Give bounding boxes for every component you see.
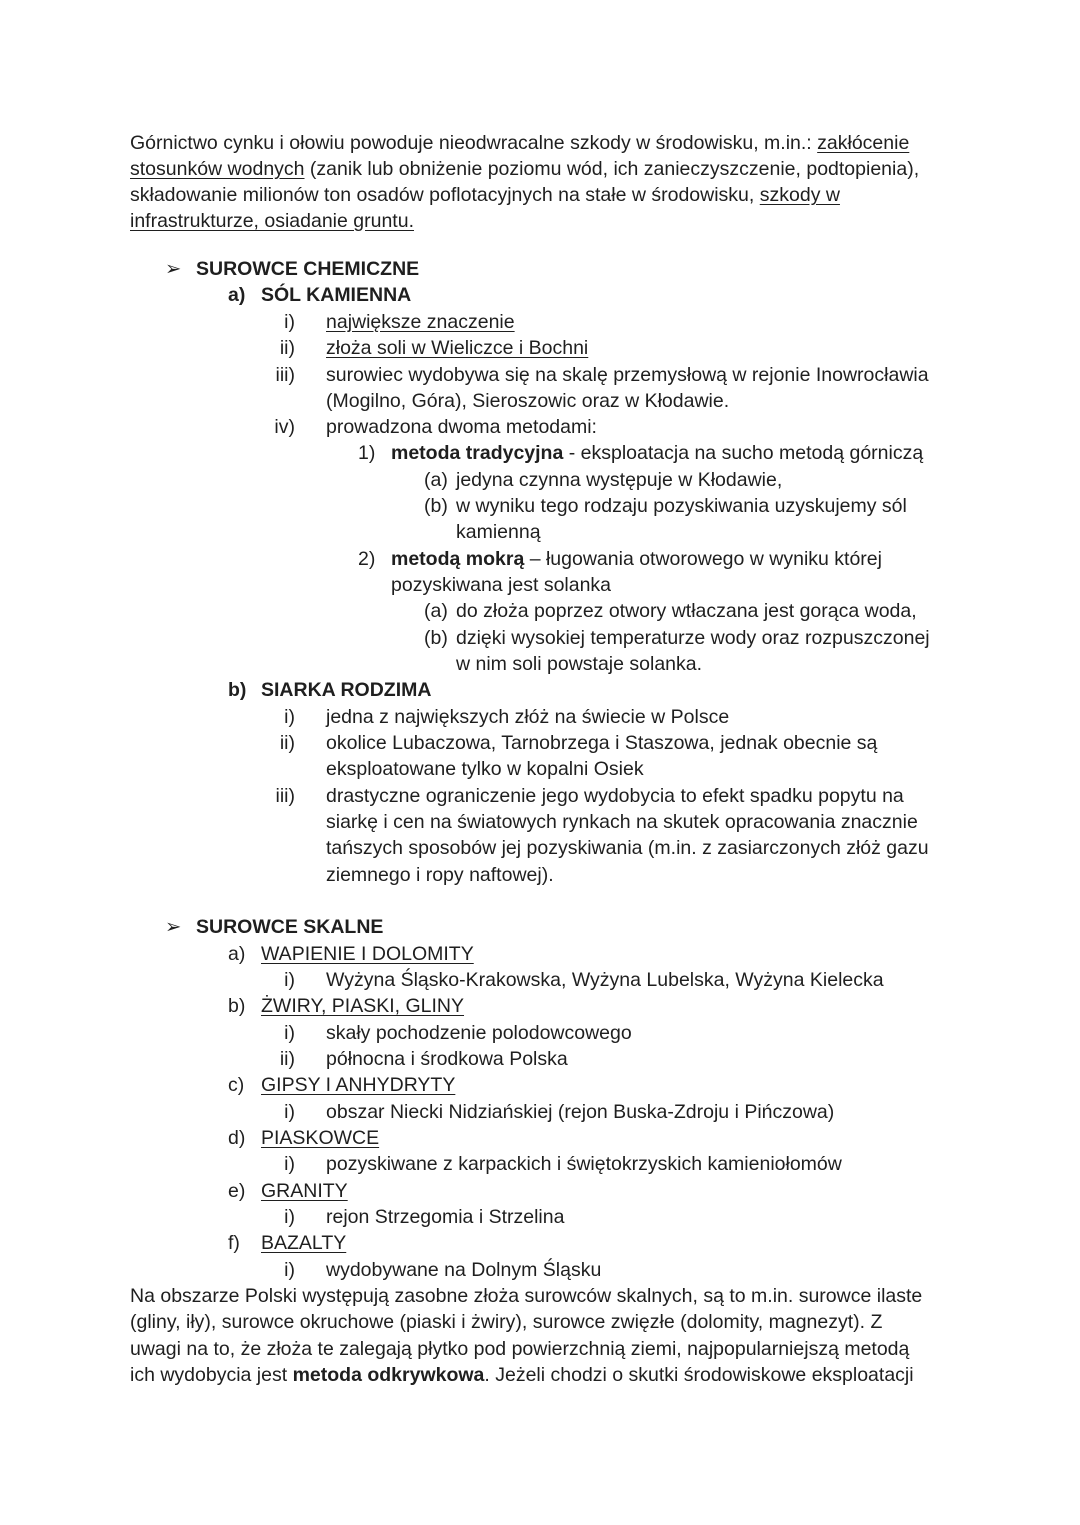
chem-heading-text: SUROWCE CHEMICZNE [196, 258, 420, 280]
list-item-cont: tańszych sposobów jej pozyskiwania (m.in. z zasiarczonych złóż gazu [326, 837, 929, 859]
chem-bullet-icon: ➢ [165, 258, 182, 280]
rock-marker: f) [228, 1232, 240, 1254]
list-item: surowiec wydobywa się na skalę przemysłową w rejonie Inowrocławia [326, 364, 929, 386]
rock-type: GIPSY I ANHYDRYTY [261, 1074, 456, 1096]
list-item: obszar Niecki Nidziańskiej (rejon Buska-Zdroju i Pińczowa) [326, 1101, 835, 1123]
sub-marker: (a) [424, 469, 448, 491]
intro-line-2 [130, 156, 919, 182]
list-number: iii) [275, 785, 295, 807]
intro-line-4: infrastrukturze, osiadanie gruntu. [130, 210, 414, 232]
chem-b-marker [228, 677, 246, 703]
list-number: i) [284, 1206, 295, 1228]
intro-underlined: zakłócenie [817, 132, 910, 154]
list-number: iv) [274, 416, 295, 438]
list-item-cont: siarkę i cen na światowych rynkach na skutek opracowania znacznie [326, 811, 918, 833]
outro-text: ich wydobycia jest [130, 1364, 293, 1386]
list-number: i) [284, 1259, 295, 1281]
list-item-cont: eksploatowane tylko w kopalni Osiek [326, 758, 644, 780]
subheading: SIARKA RODZIMA [261, 679, 432, 701]
list-number: i) [284, 969, 295, 991]
sub-item: w wyniku tego rodzaju pozyskiwania uzyskujemy sól [456, 495, 907, 517]
outro-text: . Jeżeli chodzi o skutki środowiskowe eksploatacji [484, 1364, 914, 1386]
list-item: rejon Strzegomia i Strzelina [326, 1206, 565, 1228]
method-1 [391, 440, 923, 466]
rock-marker: d) [228, 1127, 246, 1149]
intro-text: Górnictwo cynku i ołowiu powoduje nieodwracalne szkody w środowisku, m.in.: [130, 132, 818, 154]
intro-text: składowanie milionów ton osadów poflotacyjnych na stałe w środowisku, [130, 184, 760, 206]
rock-heading-text: SUROWCE SKALNE [196, 916, 384, 938]
list-item: pozyskiwane z karpackich i świętokrzyskich kamieniołomów [326, 1153, 842, 1175]
intro-underlined: szkody w [759, 184, 840, 206]
outro-bold: metoda odkrywkowa [292, 1364, 485, 1386]
list-item: Wyżyna Śląsko-Krakowska, Wyżyna Lubelska, Wyżyna Kielecka [326, 969, 884, 991]
list-number: i) [284, 1022, 295, 1044]
sub-item-cont: w nim soli powstaje solanka. [456, 653, 703, 675]
rock-type: GRANITY [261, 1180, 348, 1202]
list-item: drastyczne ograniczenie jego wydobycia to efekt spadku popytu na [326, 785, 904, 807]
list-number: i) [284, 1153, 295, 1175]
sub-marker: (a) [424, 600, 448, 622]
method-1-bold: metoda tradycyjna [391, 442, 564, 464]
marker: a) [228, 284, 246, 306]
method-2-cont: pozyskiwana jest solanka [391, 574, 612, 596]
intro-text: (zanik lub obniżenie poziomu wód, ich zanieczyszczenie, podtopienia), [304, 158, 920, 180]
sub-item: dzięki wysokiej temperaturze wody oraz rozpuszczonej [456, 627, 930, 649]
method-2-number: 2) [358, 548, 376, 570]
list-item: jedna z największych złóż na świecie w Polsce [326, 706, 730, 728]
intro-line-3 [130, 182, 840, 208]
sub-marker: (b) [424, 495, 448, 517]
rock-marker: b) [228, 995, 246, 1017]
outro-line-1: Na obszarze Polski występują zasobne złoża surowców skalnych, są to m.in. surowce ilaste [130, 1285, 923, 1307]
list-number: i) [284, 1101, 295, 1123]
list-number: i) [284, 311, 295, 333]
marker: b) [228, 679, 247, 701]
rock-marker: c) [228, 1074, 245, 1096]
method-2-bold: metodą mokrą [391, 548, 525, 570]
list-item-cont: (Mogilno, Góra), Sieroszowic oraz w Kłodawie. [326, 390, 730, 412]
sub-item-cont: kamienną [456, 521, 541, 543]
chem-a-title [261, 282, 411, 308]
method-2 [391, 546, 882, 572]
rock-marker: e) [228, 1180, 246, 1202]
outro-line-3: uwagi na to, że złoża te zalegają płytko pod powierzchnią ziemi, najpopularniejszą metodą [130, 1338, 910, 1360]
method-1-number: 1) [358, 442, 376, 464]
method-2-desc: – ługowania otworowego w wyniku której [524, 548, 882, 570]
sub-item: jedyna czynna występuje w Kłodawie, [456, 469, 783, 491]
list-item: największe znaczenie [326, 311, 515, 333]
rock-heading [196, 914, 383, 940]
list-item: złoża soli w Wieliczce i Bochni [326, 337, 589, 359]
list-item: prowadzona dwoma metodami: [326, 416, 597, 438]
chem-a-marker [228, 282, 245, 308]
rock-bullet-icon: ➢ [165, 916, 182, 938]
list-number: ii) [279, 732, 295, 754]
chem-b-title [261, 677, 431, 703]
list-number: ii) [279, 1048, 295, 1070]
intro-underlined: stosunków wodnych [130, 158, 305, 180]
rock-type: BAZALTY [261, 1232, 347, 1254]
rock-type: WAPIENIE I DOLOMITY [261, 943, 474, 965]
list-number: ii) [279, 337, 295, 359]
rock-marker: a) [228, 943, 246, 965]
outro-line-2: (gliny, iły), surowce okruchowe (piaski i żwiry), surowce zwięzłe (dolomity, magnezyt). Z [130, 1311, 883, 1333]
list-item: okolice Lubaczowa, Tarnobrzega i Staszowa, jednak obecnie są [326, 732, 878, 754]
method-1-desc: - eksploatacja na sucho metodą górniczą [563, 442, 924, 464]
rock-type: ŻWIRY, PIASKI, GLINY [261, 995, 465, 1017]
list-item: skały pochodzenie polodowcowego [326, 1022, 632, 1044]
subheading: SÓL KAMIENNA [261, 284, 412, 306]
chem-heading [196, 256, 419, 282]
list-item: północna i środkowa Polska [326, 1048, 568, 1070]
sub-marker: (b) [424, 627, 448, 649]
rock-type: PIASKOWCE [261, 1127, 380, 1149]
list-number: i) [284, 706, 295, 728]
sub-item: do złoża poprzez otwory wtłaczana jest gorąca woda, [456, 600, 917, 622]
list-item-cont: ziemnego i ropy naftowej). [326, 864, 554, 886]
outro-line-4 [130, 1362, 914, 1388]
intro-line-1 [130, 130, 909, 156]
list-number: iii) [275, 364, 295, 386]
list-item: wydobywane na Dolnym Śląsku [326, 1259, 602, 1281]
